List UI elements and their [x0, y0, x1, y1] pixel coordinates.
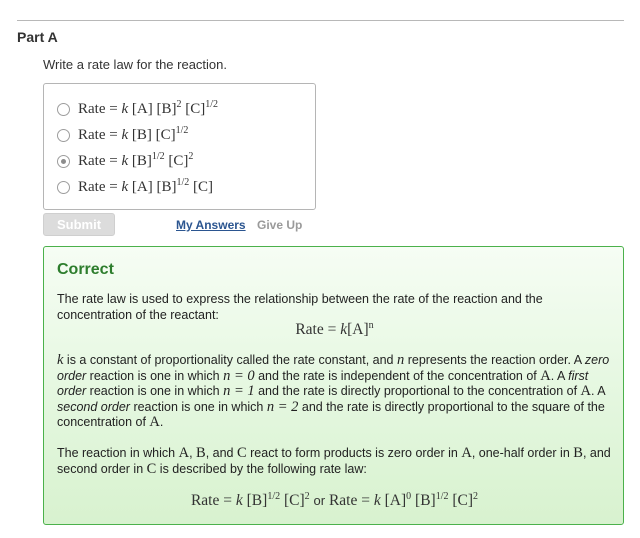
answer-option-2[interactable]	[57, 124, 188, 146]
radio-button[interactable]	[57, 181, 70, 194]
feedback-paragraph-2: k is a constant of proportionality called the rate constant, and n represents the reaction order. A zero order reaction is one in which n = 0 and the rate is independent of the concentration of A. A first order reaction is one in which n = 1 and the rate is directly proportional to the concentration of A. A second order reaction is one in which n = 2 and the rate is directly proportional to the square of the concentration of A.	[57, 352, 610, 430]
answer-option-4[interactable]	[57, 176, 213, 198]
option-rate-law: Rate = k $[B]^{1/2}$ $[C]^2$	[78, 150, 194, 169]
radio-button[interactable]	[57, 103, 70, 116]
question-prompt: Write a rate law for the reaction.	[43, 57, 228, 72]
radio-button-selected[interactable]	[57, 155, 70, 168]
final-rate-law-equation: Rate = k $[B]^{1/2}$ $[C]^2$ or Rate = k $[A]^0$ $[B]^{1/2}$ $[C]^2$	[190, 491, 479, 509]
radio-button[interactable]	[57, 129, 70, 142]
rate-law-equation: Rate = $k[A]^n$	[295, 320, 374, 338]
answer-option-1[interactable]	[57, 98, 218, 120]
section-divider	[17, 20, 624, 21]
feedback-panel	[43, 246, 624, 525]
feedback-paragraph-3: The reaction in which A, B, and C react to form products is zero order in A, one-half order in B, and second order in C is described by the following rate law:	[57, 445, 611, 477]
my-answers-link[interactable]: My Answers	[176, 218, 246, 232]
option-rate-law: Rate = k [B] $[C]^{1/2}$	[78, 124, 189, 143]
answer-option-3[interactable]	[57, 150, 193, 172]
feedback-status: Correct	[57, 261, 114, 278]
feedback-paragraph-1: The rate law is used to express the relationship between the rate of the reaction and the concentration of the reactant:	[57, 292, 543, 322]
submit-button[interactable]: Submit	[43, 213, 115, 236]
answer-options	[43, 83, 316, 210]
give-up-link[interactable]: Give Up	[257, 218, 303, 232]
option-rate-law: Rate = k [A] $[B]^{1/2}$ [C]	[78, 176, 213, 195]
part-title: Part A	[17, 29, 58, 45]
option-rate-law: Rate = k [A] $[B]^2$ $[C]^{1/2}$	[78, 98, 218, 117]
